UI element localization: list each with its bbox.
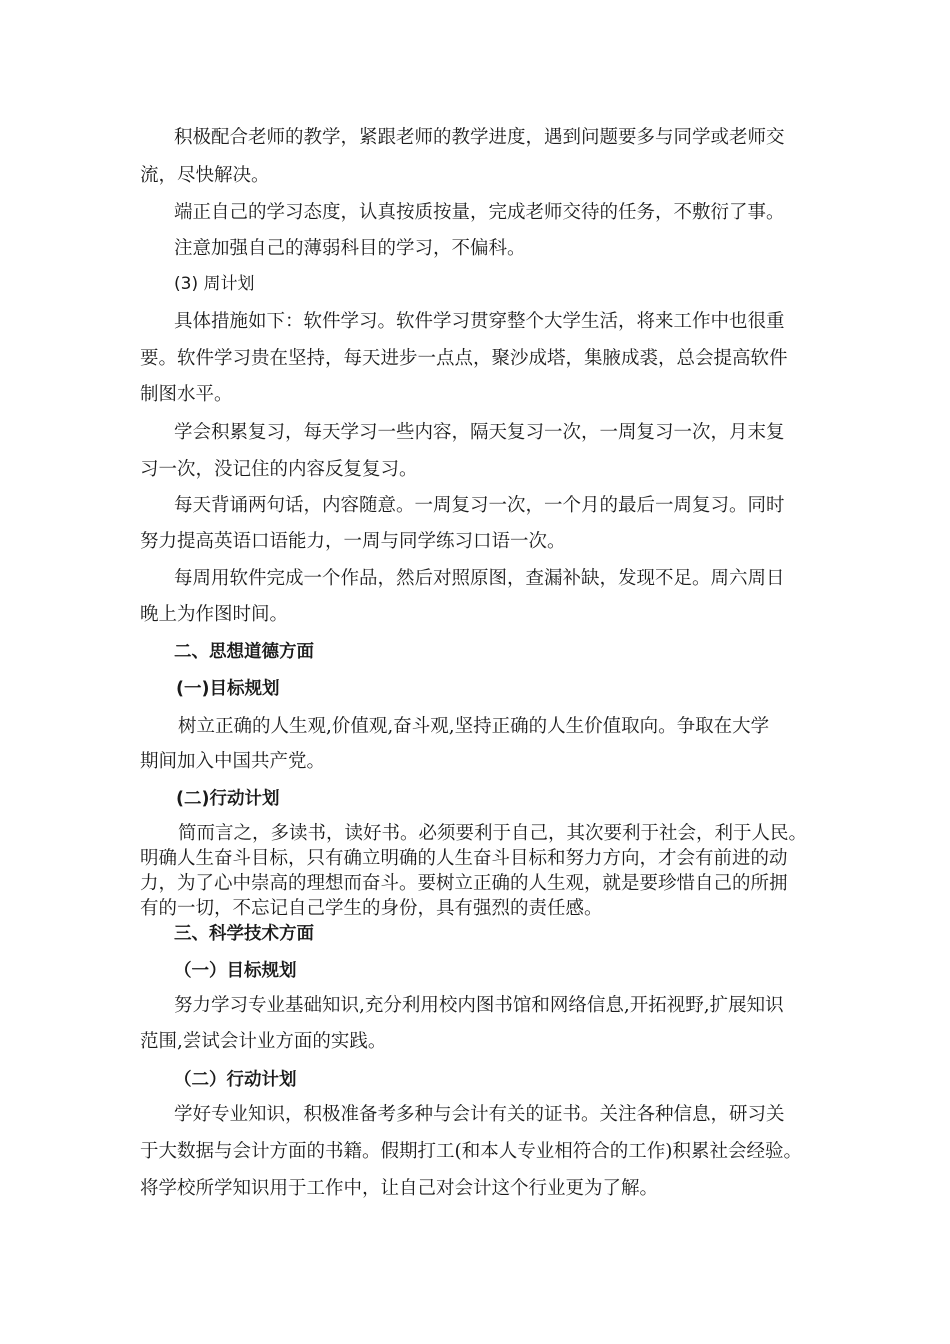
text-line: 期间加入中国共产党。 [140, 751, 326, 772]
section-subheading: (3) 周计划 [174, 274, 255, 294]
text-line: 范围,尝试会计业方面的实践。 [140, 1031, 387, 1052]
text-line: 简而言之，多读书，读好书。必须要利于自己，其次要利于社会，利于人民。 [178, 823, 808, 844]
text-line: 努力提高英语口语能力，一周与同学练习口语一次。 [140, 531, 566, 552]
text-line: 力，为了心中崇高的理想而奋斗。要树立正确的人生观，就是要珍惜自己的所拥 [140, 873, 788, 894]
text-line: 注意加强自己的薄弱科目的学习，不偏科。 [174, 238, 526, 259]
text-line: 习一次，没记住的内容反复复习。 [140, 459, 418, 480]
text-line: 积极配合老师的教学，紧跟老师的教学进度，遇到问题要多与同学或老师交 [174, 127, 785, 148]
section-heading: 二、思想道德方面 [174, 642, 314, 662]
subsection-heading: (一)目标规划 [176, 679, 280, 699]
text-line: 努力学习专业基础知识,充分利用校内图书馆和网络信息,开拓视野,扩展知识 [174, 995, 784, 1016]
text-line: 具体措施如下：软件学习。软件学习贯穿整个大学生活，将来工作中也很重 [174, 311, 785, 332]
subsection-heading: (二)行动计划 [176, 789, 280, 809]
text-line: 制图水平。 [140, 384, 233, 405]
text-line: 学好专业知识，积极准备考多种与会计有关的证书。关注各种信息，研习关 [174, 1104, 785, 1125]
text-line: 有的一切，不忘记自己学生的身份，具有强烈的责任感。 [140, 898, 603, 919]
subsection-heading: （一）目标规划 [174, 961, 297, 981]
text-line: 晚上为作图时间。 [140, 604, 289, 625]
text-line: 明确人生奋斗目标，只有确立明确的人生奋斗目标和努力方向，才会有前进的动 [140, 848, 788, 869]
text-line: 树立正确的人生观,价值观,奋斗观,坚持正确的人生价值取向。争取在大学 [178, 716, 770, 737]
text-line: 端正自己的学习态度，认真按质按量，完成老师交待的任务，不敷衍了事。 [174, 202, 785, 223]
text-line: 每周用软件完成一个作品，然后对照原图，查漏补缺，发现不足。周六周日 [174, 568, 785, 589]
subsection-heading: （二）行动计划 [174, 1070, 297, 1090]
section-heading: 三、科学技术方面 [174, 924, 314, 944]
text-line: 于大数据与会计方面的书籍。假期打工(和本人专业相符合的工作)积累社会经验。 [140, 1141, 802, 1162]
text-line: 将学校所学知识用于工作中，让自己对会计这个行业更为了解。 [140, 1178, 659, 1199]
text-line: 每天背诵两句话，内容随意。一周复习一次，一个月的最后一周复习。同时 [174, 495, 785, 516]
text-line: 学会积累复习，每天学习一些内容，隔天复习一次，一周复习一次，月末复 [174, 422, 785, 443]
text-line: 流，尽快解决。 [140, 165, 270, 186]
text-line: 要。软件学习贵在坚持，每天进步一点点，聚沙成塔，集腋成裘，总会提高软件 [140, 348, 788, 369]
